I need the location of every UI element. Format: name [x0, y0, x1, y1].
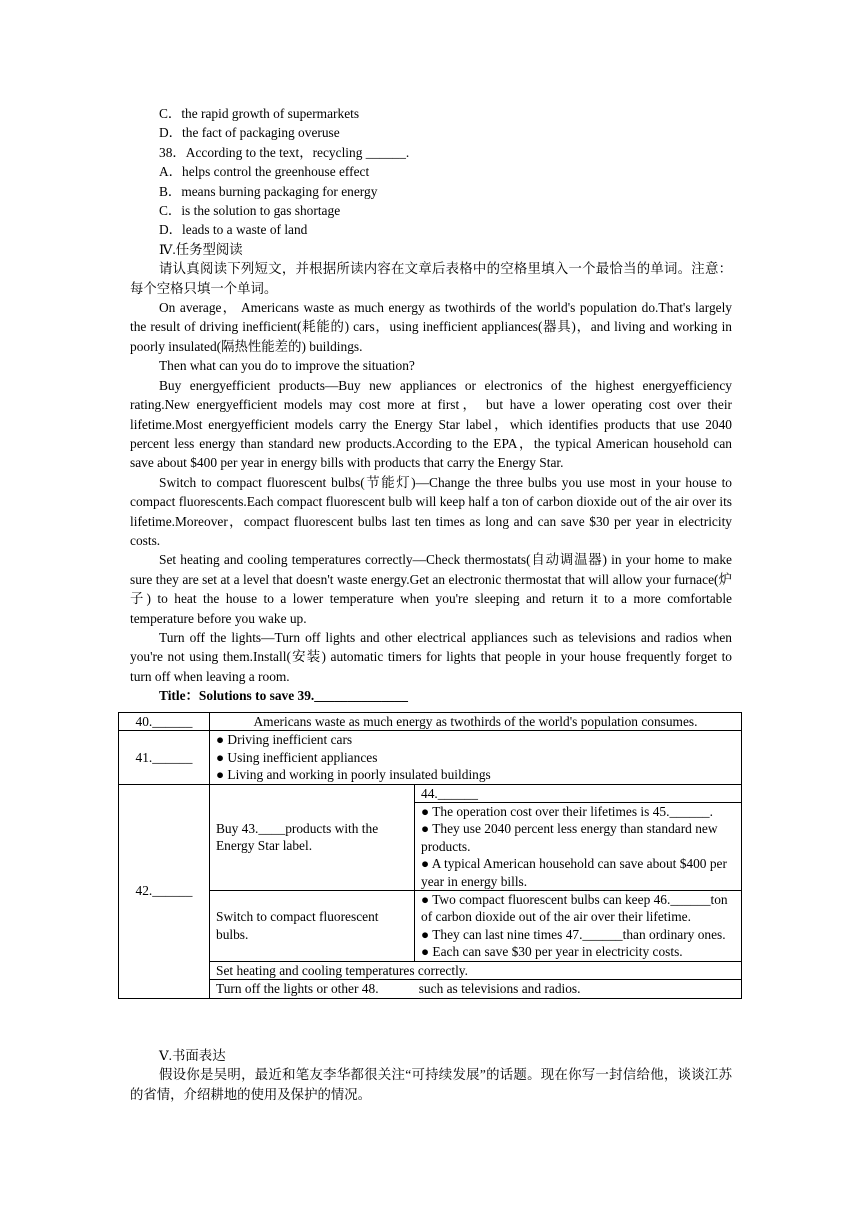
row-1-text: Americans waste as much energy as twothirds of the world's population consumes. [210, 713, 742, 731]
option-c: C．the rapid growth of supermarkets [159, 106, 360, 121]
list-item: ● A typical American household can save about $400 per year in energy bills. [421, 856, 727, 889]
paragraph-3: Buy energyefficient products—Buy new appliances or electronics of the highest energyefficiency rating.New energyefficient models may cost more at first， but have a lower operating cost over their lifetime.Most energyefficient models carry the Energy Star label，which identifies products that use 2040 percent less energy than standard new products.According to the EPA，the typical American household can save about $400 per year in energy bills with products that carry the Energy Star. [130, 377, 732, 471]
buy-label: Buy 43.____products with the Energy Star label. [210, 784, 415, 890]
heating-row: Set heating and cooling temperatures correctly. [210, 961, 742, 979]
option-a: A．helps control the greenhouse effect [159, 164, 370, 180]
list-item: ● Two compact fluorescent bulbs can keep 46.______ton of carbon dioxide out of the air over their lifetime. [421, 892, 728, 925]
blank-40: 40.______ [119, 713, 210, 731]
paragraph-1: On average， Americans waste as much energy as twothirds of the world's population do.That's largely the result of driving inefficient(耗能的) cars，using inefficient appliances(器具)，and living and working in poorly insulated(隔热性能差的) buildings. [130, 300, 732, 354]
list-item: ● They can last nine times 47.______than ordinary ones. [421, 926, 726, 942]
list-item: ● Living and working in poorly insulated buildings [216, 767, 491, 783]
turnoff-row: Turn off the lights or other 48. such as televisions and radios. [210, 980, 742, 998]
option-c-38: C．is the solution to gas shortage [159, 203, 341, 219]
list-item: ● Driving inefficient cars [216, 732, 353, 748]
option-b: B．means burning packaging for energy [159, 183, 378, 199]
option-d-38: D．leads to a waste of land [159, 222, 308, 238]
section-4-heading: Ⅳ.任务型阅读 [159, 241, 243, 257]
list-item: ● Each can save $30 per year in electricity costs. [421, 944, 683, 960]
paragraph-4: Switch to compact fluorescent bulbs(节能灯)—Change the three bulbs you use most in your house to compact fluorescents.Each compact fluorescent bulb will keep half a ton of carbon dioxide out of the air over its lifetime.Moreover，compact fluorescent bulbs last ten times as long and can save $30 per year in electricity costs. [130, 474, 732, 548]
section-5-heading: Ⅴ.书面表达 [159, 1048, 226, 1063]
question-38: 38．According to the text，recycling ______. [159, 144, 410, 160]
table-title: Title：Solutions to save 39.______________ [159, 688, 408, 704]
instructions: 请认真阅读下列短文，并根据所读内容在文章后表格中的空格里填入一个最恰当的单词。注意：每个空格只填一个单词。 [130, 261, 732, 296]
option-d: D．the fact of packaging overuse [159, 125, 340, 141]
switch-label: Switch to compact fluorescent bulbs. [210, 891, 415, 962]
writing-prompt: 假设你是吴明，最近和笔友李华都很关注“可持续发展”的话题。现在你写一封信给他，谈谈江苏的省情，介绍耕地的使用及保护的情况。 [130, 1067, 732, 1102]
blank-41: 41.______ [119, 731, 210, 784]
paragraph-6: Turn off the lights—Turn off lights and other electrical appliances such as televisions and radios when you're not using them.Install(安装) automatic timers for lights that people in your house frequently forget to turn off when leaving a room. [130, 629, 732, 684]
list-item: ● Using inefficient appliances [216, 749, 378, 765]
list-item: ● They use 2040 percent less energy than standard new products. [421, 821, 718, 854]
switch-items [415, 891, 742, 962]
writing-section [130, 1046, 732, 1104]
paragraph-2: Then what can you do to improve the situation? [159, 358, 415, 374]
buy-items [415, 803, 742, 891]
blank-44: 44.______ [415, 784, 742, 802]
paragraph-5: Set heating and cooling temperatures correctly—Check thermostats(自动调温器) in your home to make sure they are set at a level that doesn't waste energy.Get an electronic thermostat that will allow your furnace(炉子) to heat the house to a lower temperature when you're sleeping and return it to a more comfortable temperature before you wake up. [130, 552, 732, 626]
reading-text [130, 104, 732, 706]
list-item: ● The operation cost over their lifetimes is 45.______. [421, 804, 713, 820]
blank-42: 42.______ [119, 784, 210, 998]
summary-table [118, 712, 742, 999]
row-2-items [210, 731, 742, 784]
